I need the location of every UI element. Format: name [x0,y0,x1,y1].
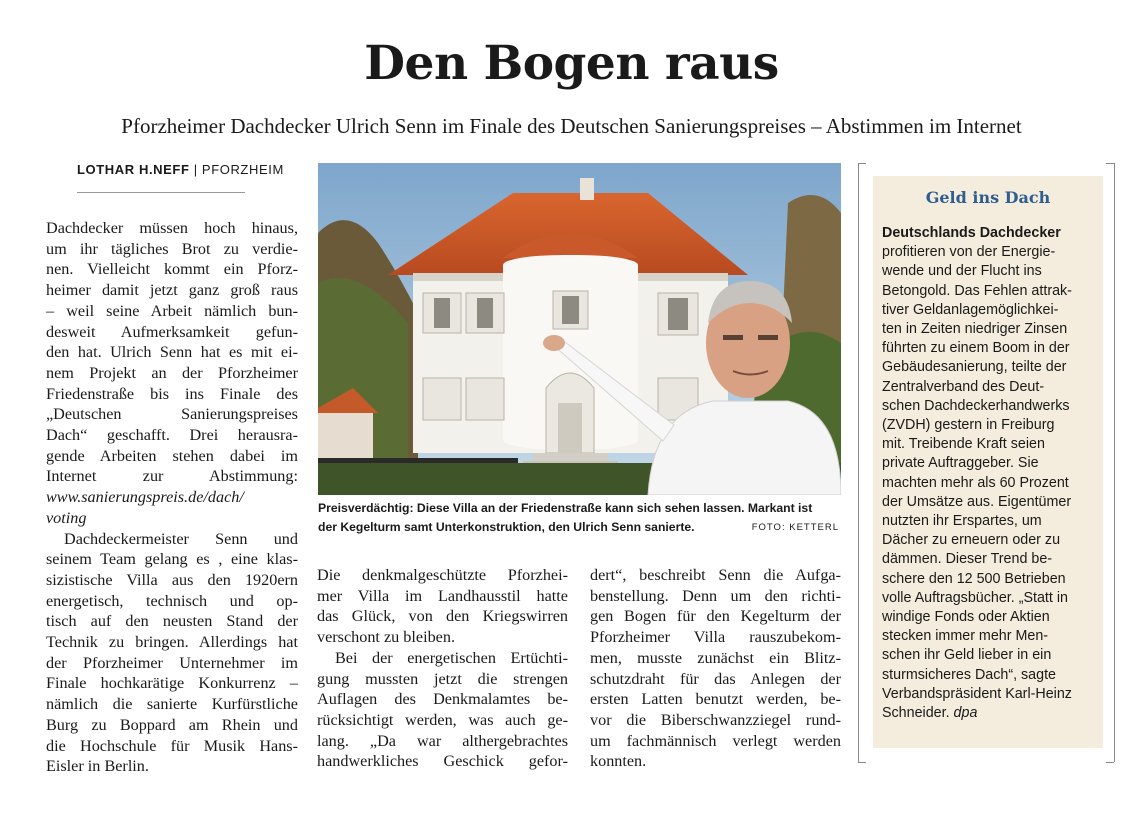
text-line: dert“, beschreibt Senn die Aufga- [590,566,841,584]
text-line: tisch auf den neusten Stand der [46,612,298,631]
text-line: handwerkliches Geschick gefor- [317,752,568,771]
article-column-3 [590,565,841,772]
text-line: Auflagen des Denkmalamtes be- [317,690,568,709]
subheadline: Pforzheimer Dachdecker Ulrich Senn im Finale des Deutschen Sanierungspreises – Abstimmen im Internet [121,114,1022,138]
sidebar-line: (ZVDH) gestern in Freiburg [882,417,1055,434]
sidebar-line: tiver Geldanlagemöglichkei- [882,301,1059,318]
sidebar-line: schere den 12 500 Betrieben [882,570,1066,587]
text-line: verschont zu bleiben. [317,628,455,647]
photo-credit: FOTO: KETTERL [751,522,839,533]
text-line: – weil seine Arbeit nämlich bun- [46,301,298,320]
sidebar-line: ten in Zeiten niedriger Zinsen [882,321,1068,338]
byline-divider [77,192,245,193]
byline [77,162,284,177]
text-line: Friedenstraße bis ins Finale des [46,384,298,403]
text-line: der Pforzheimer Unternehmer im [46,653,298,672]
text-line: gung mussten jetzt die strengen [317,669,568,688]
text-line: Dach“ geschafft. Drei herausra- [46,426,298,445]
sidebar-line: Verbandspräsident Karl-Heinz [882,685,1072,702]
text-line: Internet zur Abstimmung: [46,467,298,486]
text-line: heimer damit jetzt ganz groß raus [46,281,298,300]
text-line: Dachdeckermeister Senn und [64,529,298,548]
sidebar-line: nutzten ihr Erspartes, um [882,513,1042,530]
sidebar-body [882,243,1098,704]
sidebar-line: dämmen. Dieser Trend be- [882,551,1053,568]
text-line: gen Bogen für den Kegelturm der [590,607,841,626]
sidebar-line: wende und der Flucht ins [882,263,1042,280]
text-line: nem Projekt an der Pforzheimer [46,363,298,382]
headline: Den Bogen raus [364,36,779,91]
text-line: die Hochschule für Musik Hans- [46,736,298,755]
paragraph-5 [590,565,841,772]
text-line: nen. Vielleicht kommt ein Pforz- [46,260,298,279]
sidebar-line: machten mehr als 60 Prozent [882,474,1069,491]
text-line: konnten. [590,752,647,771]
voting-url-line: voting [46,508,87,527]
voting-url-line: www.sanierungspreis.de/dach/ [46,488,244,507]
text-line: lang. „Da war althergebrachtes [317,731,568,750]
text-line: Bei der energetischen Ertüchti- [335,648,568,667]
text-line: Eisler in Berlin. [46,757,149,776]
article-column-1 [46,218,298,777]
article-photo [318,163,841,495]
text-line: mer Villa im Landhausstil hatte [317,586,568,605]
sidebar-agency: dpa [953,705,978,722]
paragraph-3 [317,565,568,648]
text-line: um ihr tägliches Brot zu verdie- [46,239,298,258]
sidebar-line: profitieren von der Energie- [882,244,1056,261]
caption-line: Preisverdächtig: Diese Villa an der Friedenstraße kann sich sehen lassen. Markant ist [318,501,813,515]
caption-line: der Kegelturm samt Unterkonstruktion, den Ulrich Senn sanierte. [318,520,695,534]
sidebar-line: der Umsätze aus. Eigentümer [882,493,1072,510]
sidebar-line: führten zu einem Boom in der [882,340,1070,357]
voting-url[interactable] [46,487,298,528]
byline-location: PFORZHEIM [201,162,284,177]
sidebar-lead [882,224,1098,243]
text-line: rücksichtigt werden, was auch ge- [317,710,568,729]
text-line: um fachmännisch verlegt werden [590,731,841,750]
text-line: Finale hochkarätige Konkurrenz – [46,674,298,693]
text-line: energetisch, technisch und op- [46,591,298,610]
sidebar-line: Betongold. Das Fehlen attrak- [882,282,1072,299]
paragraph-1 [46,218,298,487]
sidebar-last-text: Schneider. [882,705,950,722]
text-line: men, musste zunächst ein Blitz- [590,648,841,667]
text-line: vor die Biberschwanzziegel rund- [590,710,841,729]
sidebar-line: schen Dachdeckerhandwerks [882,397,1070,414]
paragraph-2 [46,529,298,777]
text-line: den hat. Ulrich Senn hat es mit ei- [46,343,298,362]
sidebar-lead-text: Deutschlands Dachdecker [882,225,1061,241]
sidebar-line: Zentralverband des Deut- [882,378,1045,395]
text-line: Dachdecker müssen hoch hinaus, [46,219,298,237]
villa-photo-image [318,163,841,495]
sidebar-title: Geld ins Dach [925,188,1051,207]
sidebar-line: stecken immer mehr Men- [882,628,1049,645]
text-line: Technik zu bringen. Allerdings hat [46,633,298,652]
frame-tick [1106,163,1114,164]
text-line: sizistische Villa aus den 1920ern [46,570,298,589]
text-line: Die denkmalgeschützte Pforzhei- [317,566,568,584]
text-line: das Glück, von den Kriegswirren [317,607,568,626]
text-line: ersten Latten benutzt werden, be- [590,690,841,709]
text-line: gende Arbeiten stehen dabei im [46,446,298,465]
sidebar-line: Gebäudesanierung, teilte der [882,359,1067,376]
text-line: schutzdraht für das Anlegen der [590,669,841,688]
text-line: Burg zu Boppard am Rhein und [46,715,298,734]
sidebar-line: mit. Treibende Kraft seien [882,436,1045,453]
sidebar-text [882,224,1098,723]
sidebar-last-line [882,704,1098,723]
sidebar-line: volle Auftragsbücher. „Statt in [882,589,1068,606]
paragraph-4 [317,648,568,772]
sidebar-line: sturmsicheres Dach“, sagte [882,666,1057,683]
sidebar-line: private Auftraggeber. Sie [882,455,1039,472]
photo-caption [318,499,841,537]
frame-tick [1106,762,1114,763]
byline-separator: | [189,162,202,177]
text-line: nämlich die sanierte Kurfürstliche [46,695,298,714]
article-column-2 [317,565,568,772]
sidebar-line: windige Fonds oder Aktien [882,609,1050,626]
sidebar-line: schen ihr Geld lieber in ein [882,647,1052,664]
text-line: Pforzheimer Villa rauszubekom- [590,628,841,647]
frame-tick [858,163,866,164]
text-line: seinem Team gelang es , eine klas- [46,550,298,569]
text-line: desweit Aufmerksamkeit gefun- [46,322,298,341]
byline-author: LOTHAR H.NEFF [77,162,190,177]
text-line: benstellung. Denn um den richti- [590,586,841,605]
frame-tick [858,762,866,763]
text-line: „Deutschen Sanierungspreises [46,405,298,424]
sidebar-line: Dächer zu erneuern oder zu [882,532,1061,549]
